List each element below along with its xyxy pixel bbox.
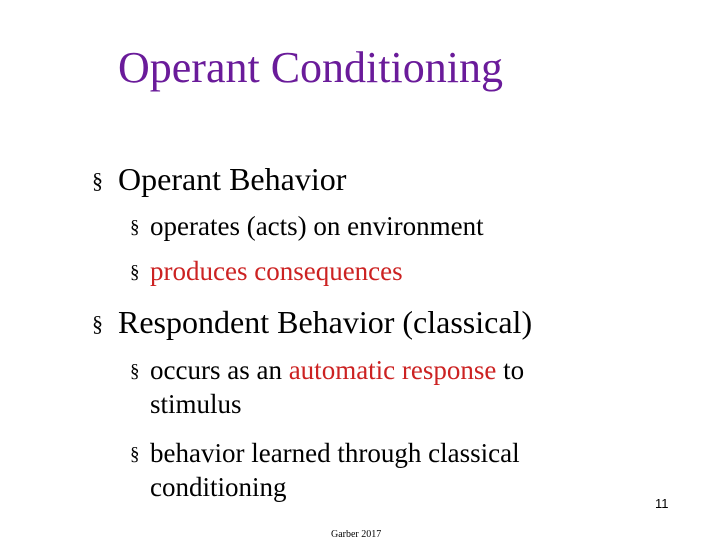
sub-bullet-operates	[130, 209, 590, 243]
sub-bullet-occurs	[130, 353, 600, 421]
bullet-marker: §	[92, 311, 103, 336]
sub-bullet-learned	[130, 436, 600, 504]
sub-bullet-text: operates (acts) on environment	[150, 211, 484, 241]
page-number: 11	[655, 496, 669, 511]
slide-title: Operant Conditioning	[118, 43, 503, 92]
sub-bullet-marker: §	[130, 217, 140, 238]
sub-bullet-marker: §	[130, 444, 140, 465]
footer-credit: Garber 2017	[331, 529, 382, 540]
sub-bullet-text	[130, 353, 600, 421]
sub-bullet-text: behavior learned through classical conditioning	[150, 438, 520, 502]
sub-bullet-text-highlight: produces consequences	[150, 256, 403, 286]
bullet-operant-behavior	[92, 160, 346, 198]
highlight-automatic-response: automatic response	[288, 355, 497, 385]
sub-bullet-marker: §	[130, 361, 140, 382]
sub-bullet-produces	[130, 254, 590, 288]
text-before: occurs as an	[150, 355, 289, 385]
bullet-marker: §	[92, 168, 103, 193]
bullet-heading: Respondent Behavior (classical)	[118, 304, 533, 340]
sub-bullet-marker: §	[130, 262, 140, 283]
bullet-heading: Operant Behavior	[118, 161, 347, 197]
text-after: to stimulus	[150, 355, 525, 419]
bullet-respondent-behavior	[92, 303, 532, 341]
